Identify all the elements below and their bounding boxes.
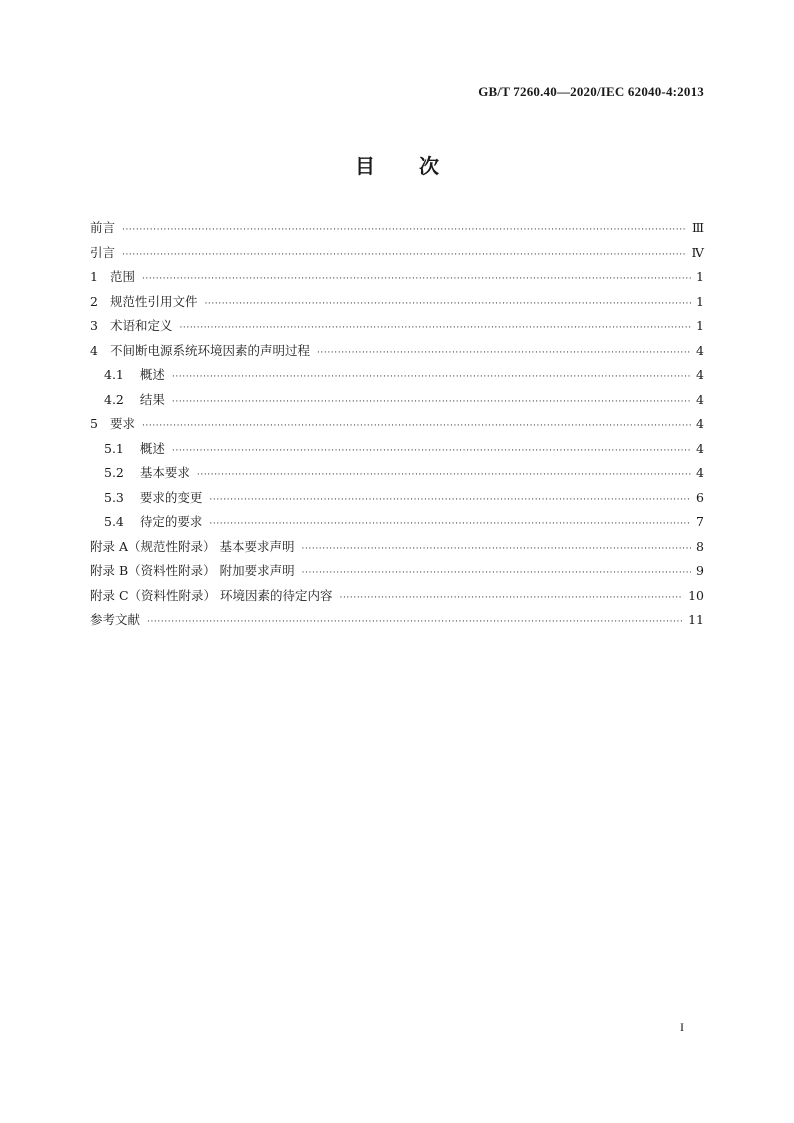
toc-entry-label bbox=[104, 363, 165, 388]
toc-entry-title: 术语和定义 bbox=[109, 318, 173, 333]
toc-entry-number: 4.1 bbox=[104, 367, 124, 382]
toc-entry-title: 附录 A（规范性附录） 基本要求声明 bbox=[90, 538, 295, 554]
toc-entry[interactable] bbox=[90, 216, 704, 241]
toc-entry-page: 4 bbox=[696, 416, 704, 431]
toc-entry-number: 5 bbox=[90, 416, 98, 431]
dot-leader bbox=[142, 414, 691, 439]
toc-entry-title: 附录 B（资料性附录） 附加要求声明 bbox=[90, 563, 295, 578]
dot-leader bbox=[301, 537, 691, 562]
toc-entry-label bbox=[104, 486, 202, 511]
toc-entry[interactable] bbox=[90, 437, 704, 462]
dot-leader bbox=[172, 439, 691, 464]
dot-leader bbox=[179, 316, 691, 341]
toc-entry-page: 7 bbox=[696, 514, 704, 529]
toc-entry-page: 10 bbox=[688, 587, 704, 603]
toc-entry-page: 4 bbox=[696, 391, 704, 407]
standard-code: GB/T 7260.40—2020/IEC 62040-4:2013 bbox=[478, 84, 704, 99]
dot-leader bbox=[302, 561, 691, 586]
toc-entry-number: 5.2 bbox=[104, 465, 124, 480]
toc-entry-title: 要求的变更 bbox=[139, 489, 203, 505]
toc-entry[interactable] bbox=[90, 265, 704, 290]
toc-entry[interactable] bbox=[90, 314, 704, 339]
toc-entry-label bbox=[90, 412, 135, 437]
toc-entry-page: 1 bbox=[696, 318, 704, 333]
toc-entry-page: 8 bbox=[696, 538, 704, 554]
toc-entry-label bbox=[90, 216, 115, 241]
toc-entry-label bbox=[90, 535, 294, 560]
toc-entry-label bbox=[90, 339, 310, 364]
toc-entry[interactable] bbox=[90, 608, 704, 633]
toc-entry-title: 前言 bbox=[90, 220, 116, 235]
toc-entry-number: 5.4 bbox=[104, 514, 124, 529]
toc-entry-page: 11 bbox=[688, 612, 704, 627]
toc-entry-number: 4.2 bbox=[104, 391, 124, 407]
toc-entry-number: 2 bbox=[90, 293, 98, 309]
toc-entry-title: 不间断电源系统环境因素的声明过程 bbox=[109, 342, 310, 358]
toc-entry-page: 4 bbox=[696, 465, 704, 480]
dot-leader bbox=[142, 267, 691, 292]
toc-entry-number: 1 bbox=[90, 269, 98, 284]
toc-entry-label bbox=[104, 461, 190, 486]
toc-entry-label bbox=[90, 584, 333, 609]
toc-entry-title: 附录 C（资料性附录） 环境因素的待定内容 bbox=[90, 587, 333, 603]
toc-entry-label bbox=[90, 241, 115, 266]
table-of-contents bbox=[90, 216, 704, 633]
dot-leader bbox=[209, 488, 691, 513]
toc-entry-title: 概述 bbox=[139, 367, 165, 382]
toc-entry-title: 基本要求 bbox=[139, 465, 190, 480]
toc-entry-title: 要求 bbox=[109, 416, 135, 431]
toc-entry[interactable] bbox=[90, 535, 704, 560]
toc-entry-title: 结果 bbox=[139, 391, 165, 407]
toc-entry-number: 5.1 bbox=[104, 440, 124, 456]
toc-entry[interactable] bbox=[90, 412, 704, 437]
toc-entry-page: 9 bbox=[696, 563, 704, 578]
dot-leader bbox=[204, 292, 691, 317]
toc-entry-number: 5.3 bbox=[104, 489, 124, 505]
toc-entry-label bbox=[104, 510, 202, 535]
toc-entry-page: Ⅳ bbox=[691, 244, 704, 260]
dot-leader bbox=[209, 512, 691, 537]
page-number: I bbox=[680, 1020, 684, 1034]
dot-leader bbox=[122, 243, 686, 268]
toc-entry-title: 概述 bbox=[139, 440, 165, 456]
toc-title bbox=[0, 150, 794, 179]
toc-entry[interactable] bbox=[90, 339, 704, 364]
toc-entry-page: Ⅲ bbox=[691, 220, 704, 235]
toc-entry-label bbox=[90, 314, 172, 339]
toc-title-part2: 次 bbox=[419, 154, 439, 178]
toc-entry-page: 4 bbox=[696, 367, 704, 382]
toc-entry-page: 4 bbox=[696, 342, 704, 358]
dot-leader bbox=[172, 365, 691, 390]
dot-leader bbox=[317, 341, 691, 366]
toc-entry-page: 1 bbox=[696, 269, 704, 284]
toc-entry-number: 3 bbox=[90, 318, 98, 333]
toc-entry-title: 参考文献 bbox=[90, 612, 141, 627]
dot-leader bbox=[172, 390, 691, 415]
toc-entry-label bbox=[90, 559, 295, 584]
toc-entry-title: 规范性引用文件 bbox=[109, 293, 198, 309]
toc-entry-title: 引言 bbox=[90, 244, 116, 260]
dot-leader bbox=[197, 463, 691, 488]
toc-entry[interactable] bbox=[90, 363, 704, 388]
dot-leader bbox=[122, 218, 687, 243]
toc-entry-label bbox=[90, 608, 140, 633]
toc-entry-label bbox=[104, 437, 165, 462]
toc-entry[interactable] bbox=[90, 388, 704, 413]
toc-entry[interactable] bbox=[90, 510, 704, 535]
dot-leader bbox=[147, 610, 683, 635]
toc-entry-title: 待定的要求 bbox=[139, 514, 203, 529]
toc-entry[interactable] bbox=[90, 241, 704, 266]
toc-entry-label bbox=[104, 388, 165, 413]
toc-title-part1: 目 bbox=[355, 154, 375, 178]
toc-entry[interactable] bbox=[90, 486, 704, 511]
toc-entry[interactable] bbox=[90, 559, 704, 584]
toc-entry-page: 1 bbox=[696, 293, 704, 309]
toc-entry-title: 范围 bbox=[109, 269, 135, 284]
toc-entry[interactable] bbox=[90, 290, 704, 315]
toc-entry-page: 6 bbox=[696, 489, 704, 505]
toc-entry-label bbox=[90, 265, 135, 290]
toc-entry-number: 4 bbox=[90, 342, 98, 358]
toc-entry-label bbox=[90, 290, 197, 315]
toc-entry[interactable] bbox=[90, 584, 704, 609]
toc-entry-page: 4 bbox=[696, 440, 704, 456]
toc-entry[interactable] bbox=[90, 461, 704, 486]
dot-leader bbox=[340, 586, 684, 611]
